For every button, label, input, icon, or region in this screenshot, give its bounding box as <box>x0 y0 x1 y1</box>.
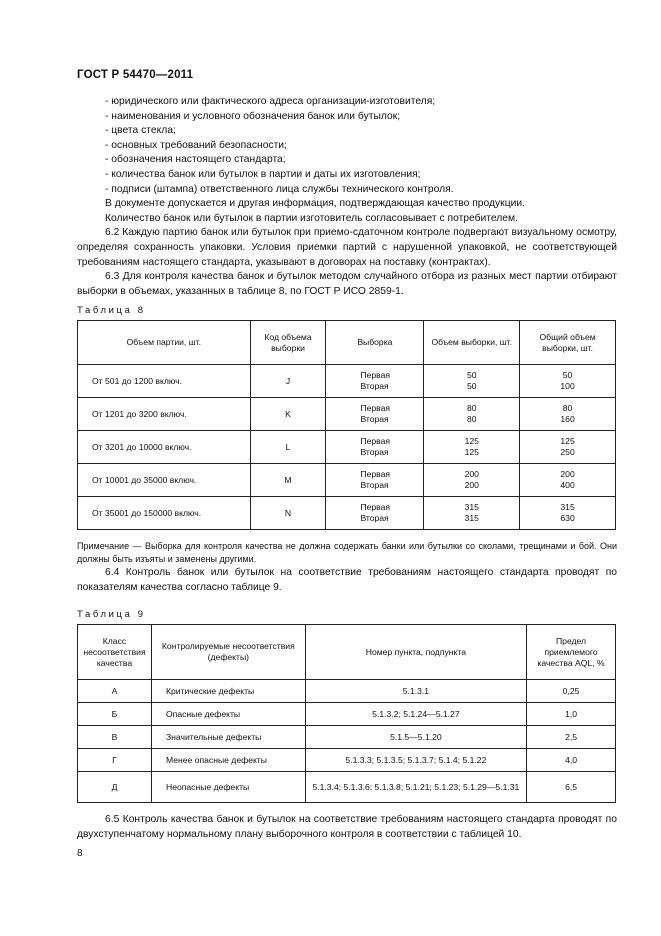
table-row <box>78 703 616 726</box>
page-number: 8 <box>77 848 83 859</box>
sample-size-cell <box>424 365 520 398</box>
class-cell: Г <box>78 749 152 772</box>
class-cell: А <box>78 680 152 703</box>
paragraph-quantity: Количество банок или бутылок в партии изготовитель согласовывает с потребителем. <box>105 212 518 224</box>
table-8 <box>77 320 616 530</box>
paragraph-6-5-block <box>77 813 617 842</box>
total-second: 400 <box>560 480 575 490</box>
table-row <box>78 398 616 431</box>
sample-cell <box>326 464 424 497</box>
sample-size-first: 200 <box>464 469 479 479</box>
sample-size-second: 80 <box>466 414 477 424</box>
table-header-cell: Объем партии, шт. <box>78 321 251 365</box>
sample-second: Вторая <box>360 513 389 523</box>
total-second: 160 <box>560 414 575 424</box>
clause-cell: 5.1.3.3; 5.1.3.5; 5.1.3.7; 5.1.4; 5.1.22 <box>305 749 526 772</box>
sample-size-first: 315 <box>464 502 479 512</box>
total-first: 125 <box>560 436 575 446</box>
aql-cell: 2,5 <box>527 726 616 749</box>
lot-size-cell: От 501 до 1200 включ. <box>78 365 251 398</box>
defect-cell: Критические дефекты <box>151 680 305 703</box>
table-header-cell: Контролируемые несоответствия (дефекты) <box>151 625 305 680</box>
sample-size-second: 125 <box>464 447 479 457</box>
defect-cell: Менее опасные дефекты <box>151 749 305 772</box>
sample-code-cell: M <box>250 464 326 497</box>
sample-size-second: 200 <box>464 480 479 490</box>
sample-second: Вторая <box>360 480 389 490</box>
table8-note: Примечание — Выборка для контроля качества не должна содержать банки или бутылки со сколами, трещинами и бой. Они должны быть изъяты и заменены другими. <box>77 541 617 564</box>
list-item: - юридического или фактического адреса организации-изготовителя; <box>105 96 436 107</box>
lot-size-cell: От 10001 до 35000 включ. <box>78 464 251 497</box>
paragraph-6-5: 6.5 Контроль качества банок и бутылок на соответствие требованиям настоящего стандарта проводят по двухступенчатому нормальному плану выборочного контроля в соответствии с таблицей 10. <box>77 814 617 840</box>
table-row <box>78 464 616 497</box>
sample-cell <box>326 431 424 464</box>
table8-caption: Таблица 8 <box>77 305 146 316</box>
total-size-cell <box>520 431 616 464</box>
sample-first: Первая <box>360 403 391 413</box>
sample-code-cell: L <box>250 431 326 464</box>
sample-first: Первая <box>360 436 391 446</box>
table-row <box>78 365 616 398</box>
list-item: - количества банок или бутылок в партии и даты их изготовления; <box>105 168 421 180</box>
table-header-cell: Предел приемлемого качества AQL, % <box>527 625 616 680</box>
marking-text-block <box>77 95 617 299</box>
lot-size-cell: От 1201 до 3200 включ. <box>78 398 251 431</box>
table-header-cell: Класс несоответствия качества <box>78 625 152 680</box>
table-header-cell: Общий объем выборки, шт. <box>520 321 616 365</box>
total-second: 250 <box>560 447 575 457</box>
clause-cell: 5.1.3.4; 5.1.3.6; 5.1.3.8; 5.1.21; 5.1.23; 5.1.29—5.1.31 <box>305 772 526 803</box>
aql-cell: 1,0 <box>527 703 616 726</box>
clause-cell: 5.1.3.2; 5.1.24—5.1.27 <box>305 703 526 726</box>
paragraph-6-4-block <box>77 566 617 595</box>
sample-size-cell <box>424 431 520 464</box>
sample-code-cell: N <box>250 497 326 530</box>
total-second: 630 <box>560 513 575 523</box>
table-row <box>78 497 616 530</box>
list-item: - обозначения настоящего стандарта; <box>105 154 286 166</box>
defect-cell: Неопасные дефекты <box>151 772 305 803</box>
table-header-cell: Выборка <box>326 321 424 365</box>
sample-code-cell: J <box>250 365 326 398</box>
sample-code-cell: K <box>250 398 326 431</box>
table-row <box>78 431 616 464</box>
sample-first: Первая <box>360 502 391 512</box>
table-header-row <box>78 625 616 680</box>
list-item: - наименования и условного обозначения банок или бутылок; <box>105 110 401 122</box>
sample-size-first: 50 <box>466 370 477 380</box>
defect-cell: Опасные дефекты <box>151 703 305 726</box>
total-size-cell <box>520 365 616 398</box>
sample-second: Вторая <box>360 447 389 457</box>
sample-size-cell <box>424 497 520 530</box>
sample-size-second: 315 <box>464 513 479 523</box>
lot-size-cell: От 35001 до 150000 включ. <box>78 497 251 530</box>
clause-cell: 5.1.3.1 <box>305 680 526 703</box>
list-item: - подписи (штампа) ответственного лица службы технического контроля. <box>105 183 454 195</box>
class-cell: Д <box>78 772 152 803</box>
table-9 <box>77 624 616 803</box>
table9-caption: Таблица 9 <box>77 609 146 620</box>
sample-cell <box>326 497 424 530</box>
table-row <box>78 772 616 803</box>
lot-size-cell: От 3201 до 10000 включ. <box>78 431 251 464</box>
total-size-cell <box>520 464 616 497</box>
paragraph-6-2: 6.2 Каждую партию банок или бутылок при приемо-сдаточном контроле подвергают визуальному осмотру, определяя сохранность упаковки. Условия приемки партий с нарушенной упаковкой, не соответствующей требованиям настоящего стандарта, указывают в договорах на поставку (контрактах). <box>77 227 617 268</box>
list-item: - основных требований безопасности; <box>105 139 287 151</box>
table-row <box>78 726 616 749</box>
total-second: 100 <box>560 381 575 391</box>
table-row <box>78 680 616 703</box>
sample-size-first: 80 <box>466 403 477 413</box>
class-cell: В <box>78 726 152 749</box>
paragraph-document: В документе допускается и другая информация, подтверждающая качество продукции. <box>105 198 525 210</box>
class-cell: Б <box>78 703 152 726</box>
sample-cell <box>326 365 424 398</box>
sample-size-first: 125 <box>464 436 479 446</box>
sample-first: Первая <box>360 469 391 479</box>
clause-cell: 5.1.5—5.1.20 <box>305 726 526 749</box>
aql-cell: 0,25 <box>527 680 616 703</box>
table-header-row <box>78 321 616 365</box>
total-first: 200 <box>560 469 575 479</box>
paragraph-6-4: 6.4 Контроль банок или бутылок на соответствие требованиям настоящего стандарта проводят по показателям качества согласно таблице 9. <box>77 567 617 593</box>
sample-size-second: 50 <box>466 381 477 391</box>
table-header-cell: Номер пункта, подпункта <box>305 625 526 680</box>
table-header-cell: Код объема выборки <box>250 321 326 365</box>
total-first: 315 <box>560 502 575 512</box>
aql-cell: 4,0 <box>527 749 616 772</box>
list-item: - цвета стекла; <box>105 125 176 137</box>
paragraph-6-3: 6.3 Для контроля качества банок и бутылок методом случайного отбора из разных мест партии отбирают выборки в объемах, указанных в таблице 8, по ГОСТ Р ИСО 2859-1. <box>77 271 617 297</box>
sample-first: Первая <box>360 370 391 380</box>
defect-cell: Значительные дефекты <box>151 726 305 749</box>
total-size-cell <box>520 398 616 431</box>
table-row <box>78 749 616 772</box>
aql-cell: 6,5 <box>527 772 616 803</box>
total-size-cell <box>520 497 616 530</box>
sample-cell <box>326 398 424 431</box>
sample-second: Вторая <box>360 414 389 424</box>
sample-size-cell <box>424 464 520 497</box>
standard-header: ГОСТ Р 54470—2011 <box>77 69 194 81</box>
total-first: 80 <box>562 403 573 413</box>
sample-second: Вторая <box>360 381 389 391</box>
sample-size-cell <box>424 398 520 431</box>
table-header-cell: Объем выборки, шт. <box>424 321 520 365</box>
total-first: 50 <box>562 370 573 380</box>
